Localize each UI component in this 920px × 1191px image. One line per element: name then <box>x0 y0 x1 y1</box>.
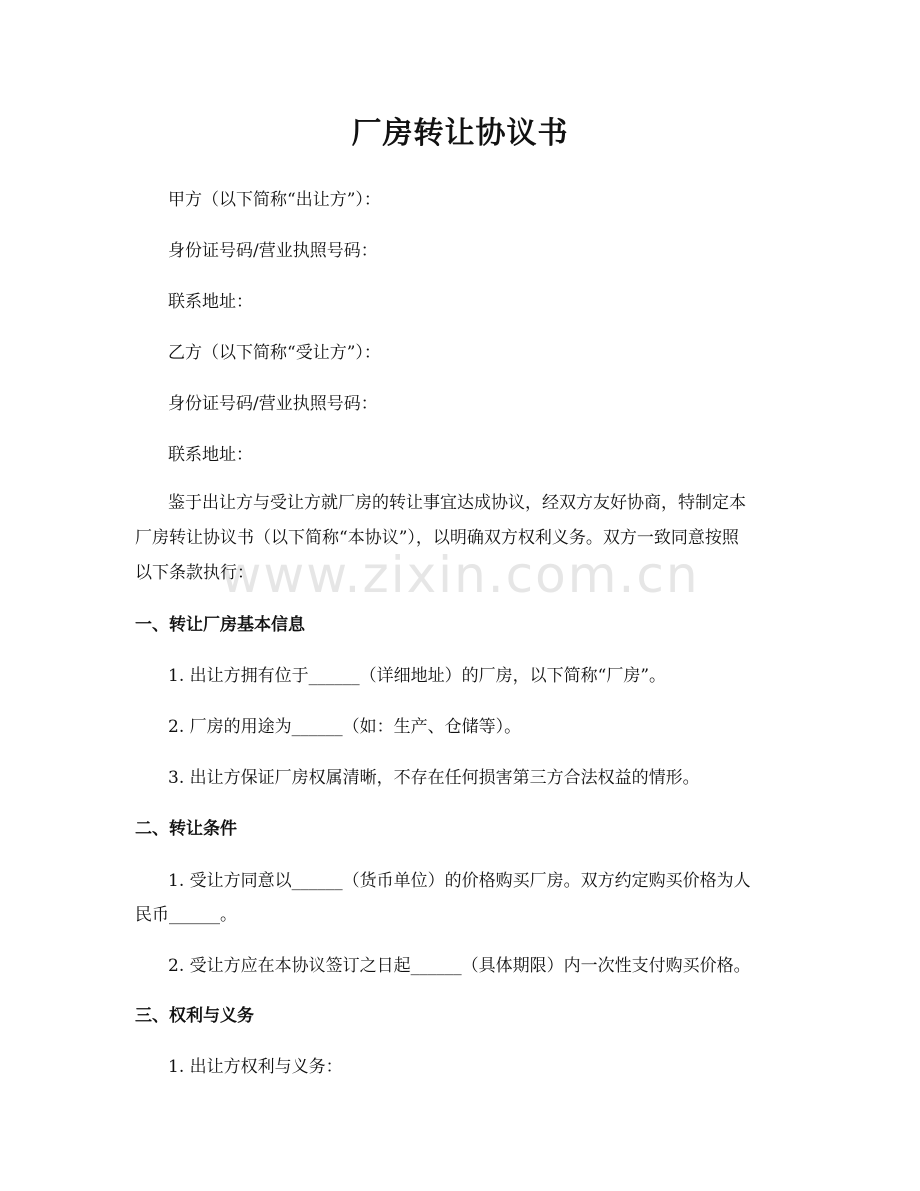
section-1-item-1: 1. 出让方拥有位于______（详细地址）的厂房，以下简称“厂房”。 <box>168 666 667 686</box>
party-a-address-line: 联系地址： <box>168 292 253 312</box>
section-2-item-1-line-1: 1. 受让方同意以______（货币单位）的价格购买厂房。双方约定购买价格为人 <box>168 871 751 891</box>
section-3-heading: 三、权利与义务 <box>135 1006 254 1026</box>
party-a-line: 甲方（以下简称“出让方”）： <box>168 190 381 210</box>
section-2-item-2: 2. 受让方应在本协议签订之日起______（具体期限）内一次性支付购买价格。 <box>168 956 751 976</box>
section-2-heading: 二、转让条件 <box>135 819 237 839</box>
party-a-id-line: 身份证号码/营业执照号码： <box>168 241 378 261</box>
document-title: 厂房转让协议书 <box>351 116 569 151</box>
watermark: www.zixin.com.cn <box>220 546 700 604</box>
section-1-item-3: 3. 出让方保证厂房权属清晰，不存在任何损害第三方合法权益的情形。 <box>168 768 700 788</box>
preamble-line-2: 厂房转让协议书（以下简称“本协议”），以明确双方权利义务。双方一致同意按照 <box>135 528 739 548</box>
preamble-line-3: 以下条款执行： <box>135 563 254 583</box>
preamble-line-1: 鉴于出让方与受让方就厂房的转让事宜达成协议，经双方友好协商，特制定本 <box>168 493 746 513</box>
section-2-item-1-line-2: 民币______。 <box>135 905 237 925</box>
party-b-line: 乙方（以下简称“受让方”）： <box>168 343 381 363</box>
party-b-address-line: 联系地址： <box>168 445 253 465</box>
section-1-heading: 一、转让厂房基本信息 <box>135 615 305 635</box>
section-3-item-1: 1. 出让方权利与义务： <box>168 1057 343 1077</box>
party-b-id-line: 身份证号码/营业执照号码： <box>168 394 378 414</box>
section-1-item-2: 2. 厂房的用途为______（如：生产、仓储等）。 <box>168 717 522 737</box>
